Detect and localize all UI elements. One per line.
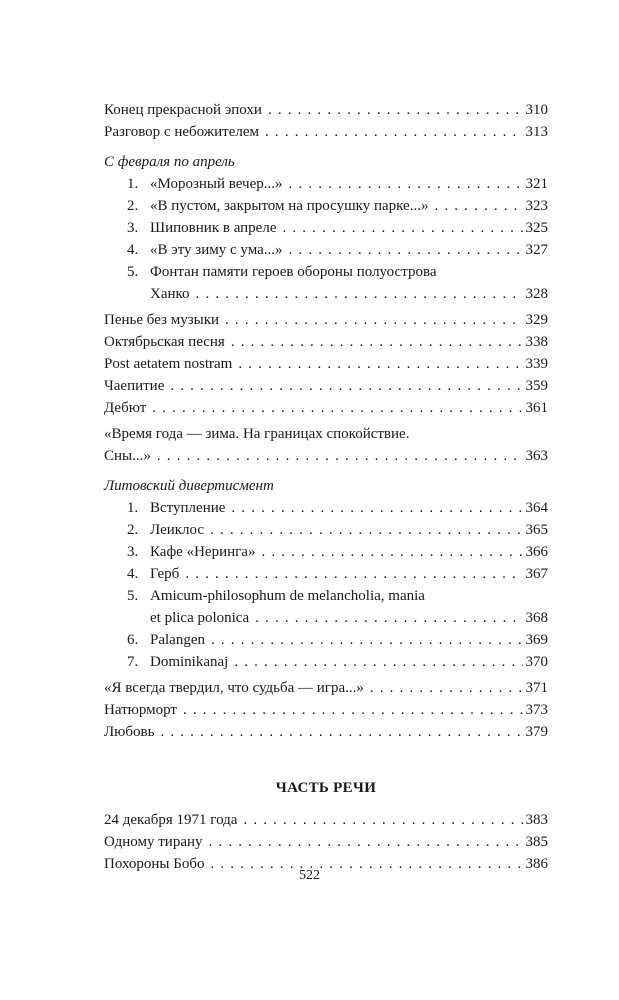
toc-subentry (104, 519, 548, 541)
entry-number: 4. (127, 242, 139, 258)
entry-title-line1: Фонтан памяти героев обороны полуострова (150, 264, 437, 280)
toc-subentry (104, 239, 548, 261)
dot-leader (231, 497, 522, 519)
toc-entry (104, 331, 548, 353)
toc-entry (104, 99, 548, 121)
dot-leader (210, 519, 522, 541)
entry-number: 3. (127, 220, 139, 236)
entry-page: 379 (525, 724, 548, 740)
toc-entry (104, 677, 548, 699)
entry-number: 4. (127, 566, 139, 582)
entry-title: Любовь (104, 724, 155, 740)
dot-leader (255, 607, 522, 629)
dot-leader (185, 563, 522, 585)
toc-entry (104, 309, 548, 331)
entry-title: Похороны Бобо (104, 856, 205, 872)
toc-entry (104, 721, 548, 743)
page-number: 522 (299, 868, 320, 883)
entry-title: Конец прекрасной эпохи (104, 102, 262, 118)
entry-title: Дебют (104, 400, 147, 416)
dot-leader (231, 331, 523, 353)
entry-page: 368 (525, 610, 548, 626)
entry-title: Кафе «Неринга» (150, 544, 256, 560)
entry-title: Post aetatem nostram (104, 356, 233, 372)
entry-title: Леиклос (150, 522, 205, 538)
entry-title: 24 декабря 1971 года (104, 812, 238, 828)
entry-title: Palangen (150, 632, 205, 648)
entry-title-line1: Amicum-philosophum de melancholia, mania (150, 588, 425, 604)
entry-number: 1. (127, 176, 139, 192)
toc-entry (104, 831, 548, 853)
dot-leader (434, 195, 522, 217)
entry-page: 339 (525, 356, 548, 372)
entry-page: 359 (525, 378, 548, 394)
entry-number: 6. (127, 632, 139, 648)
dot-leader (234, 651, 522, 673)
dot-leader (289, 239, 523, 261)
toc-subentry (104, 173, 548, 195)
toc-subentry (104, 585, 548, 629)
entry-page: 328 (525, 286, 548, 302)
entry-title: «В пустом, закрытом на просушку парке...» (150, 198, 429, 214)
entry-title: Вступление (150, 500, 226, 516)
section-title: С февраля по апрель (104, 154, 235, 170)
toc-subentry (104, 261, 548, 305)
dot-leader (282, 217, 522, 239)
entry-number: 5. (127, 588, 139, 604)
toc-subentry (104, 195, 548, 217)
toc-subentry (104, 217, 548, 239)
toc-subentry (104, 629, 548, 651)
dot-leader (243, 809, 522, 831)
toc-entry (104, 375, 548, 397)
entry-title: Герб (150, 566, 180, 582)
entry-number: 5. (127, 264, 139, 280)
entry-page: 325 (525, 220, 548, 236)
toc-entry (104, 397, 548, 419)
dot-leader (160, 721, 522, 743)
dot-leader (183, 699, 523, 721)
entry-title: Пенье без музыки (104, 312, 220, 328)
entry-page: 361 (525, 400, 548, 416)
entry-number: 2. (127, 522, 139, 538)
section-title: Литовский дивертисмент (104, 478, 274, 494)
entry-title: Разговор с небожителем (104, 124, 260, 140)
entry-title: Шиповник в апреле (150, 220, 277, 236)
entry-title: Натюрморт (104, 702, 177, 718)
entry-title-line2: et plica polonica (150, 610, 250, 626)
part-title: ЧАСТЬ РЕЧИ (275, 780, 377, 796)
table-of-contents (104, 99, 548, 875)
dot-leader (170, 375, 522, 397)
entry-page: 369 (525, 632, 548, 648)
toc-subentry (104, 563, 548, 585)
dot-leader (370, 677, 523, 699)
entry-page: 373 (525, 702, 548, 718)
toc-entry (104, 353, 548, 375)
entry-title: «В эту зиму с ума...» (150, 242, 283, 258)
dot-leader (225, 309, 522, 331)
dot-leader (268, 99, 523, 121)
entry-page: 310 (525, 102, 548, 118)
entry-number: 2. (127, 198, 139, 214)
entry-title-line2: Ханко (150, 286, 190, 302)
entry-number: 3. (127, 544, 139, 560)
dot-leader (211, 629, 523, 651)
toc-entry (104, 699, 548, 721)
entry-page: 323 (525, 198, 548, 214)
dot-leader (157, 445, 523, 467)
entry-page: 364 (525, 500, 548, 516)
toc-entry (104, 121, 548, 143)
entry-title: Октябрьская песня (104, 334, 225, 350)
dot-leader (196, 283, 523, 305)
entry-title: «Я всегда твердил, что судьба — игра...» (104, 680, 364, 696)
entry-page: 370 (525, 654, 548, 670)
entry-page: 366 (525, 544, 548, 560)
toc-subentry (104, 651, 548, 673)
entry-page: 365 (525, 522, 548, 538)
entry-page: 371 (525, 680, 548, 696)
entry-title-line1: «Время года — зима. На границах спокойствие. (104, 426, 410, 442)
entry-page: 385 (525, 834, 548, 850)
entry-page: 363 (525, 448, 548, 464)
entry-page: 338 (525, 334, 548, 350)
entry-page: 383 (525, 812, 548, 828)
entry-title-line2: Сны...» (104, 448, 151, 464)
entry-title: Чаепитие (104, 378, 165, 394)
entry-title: Dominikanaj (150, 654, 229, 670)
entry-page: 367 (525, 566, 548, 582)
dot-leader (265, 121, 522, 143)
entry-page: 313 (525, 124, 548, 140)
dot-leader (152, 397, 522, 419)
toc-entry (104, 809, 548, 831)
dot-leader (261, 541, 522, 563)
entry-page: 386 (525, 856, 548, 872)
toc-entry (104, 423, 548, 467)
dot-leader (238, 353, 522, 375)
entry-number: 1. (127, 500, 139, 516)
entry-page: 329 (525, 312, 548, 328)
entry-number: 7. (127, 654, 139, 670)
dot-leader (209, 831, 523, 853)
dot-leader (289, 173, 523, 195)
entry-title: Одному тирану (104, 834, 203, 850)
toc-subentry (104, 541, 548, 563)
entry-page: 327 (525, 242, 548, 258)
entry-title: «Морозный вечер...» (150, 176, 283, 192)
toc-subentry (104, 497, 548, 519)
entry-page: 321 (525, 176, 548, 192)
